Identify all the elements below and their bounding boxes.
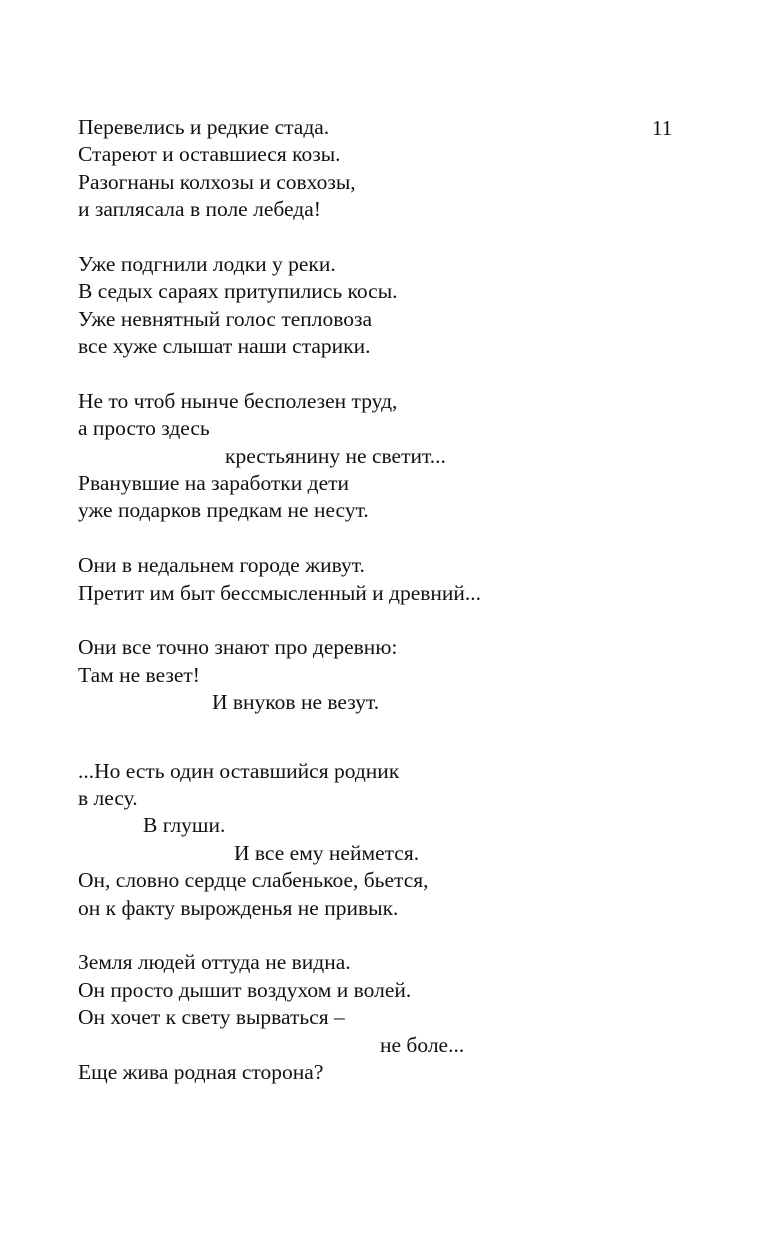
poem-line: Разогнаны колхозы и совхозы, — [78, 169, 356, 194]
poem-line: Уже невнятный голос тепловоза — [78, 306, 373, 331]
poem-line-indented: не боле... — [380, 1032, 465, 1057]
poem-line: и заплясала в поле лебеда! — [78, 197, 321, 222]
poem-line: Перевелись и редкие стада. — [78, 115, 330, 139]
stanza-6 — [78, 758, 718, 922]
poem-line: В седых сараях притупились косы. — [78, 279, 398, 304]
page-number: 11 — [652, 116, 673, 140]
poem-line: Земля людей оттуда не видна. — [78, 950, 351, 975]
poem-line: Претит им быт бессмысленный и древний... — [78, 580, 482, 605]
poem-line: он к факту вырожденья не привык. — [78, 895, 399, 920]
poem-line: Они в недальнем городе живут. — [78, 553, 365, 578]
poem-line: Рванувшие на заработки дети — [78, 471, 350, 496]
poem-line: Они все точно знают про деревню: — [78, 635, 398, 660]
poem-line-indented: И все ему неймется. — [234, 840, 420, 865]
stanza-3 — [78, 388, 718, 525]
poem-line: Он хочет к свету вырваться – — [78, 1005, 345, 1030]
stanza-4 — [78, 552, 718, 607]
poem-line: все хуже слышат наши старики. — [78, 334, 371, 359]
poem-line: Стареют и оставшиеся козы. — [78, 142, 341, 167]
poem-line: Он, словно сердце слабенькое, бьется, — [78, 868, 429, 893]
poem-line: ...Но есть один оставшийся родник — [78, 758, 400, 783]
poem-line: Он просто дышит воздухом и волей. — [78, 977, 412, 1002]
stanza-2 — [78, 251, 718, 361]
poem — [78, 114, 718, 1086]
poem-line-indented: В глуши. — [143, 813, 226, 838]
poem-line-indented: И внуков не везут. — [212, 690, 380, 715]
poem-line: Там не везет! — [78, 662, 200, 687]
stanza-5 — [78, 634, 718, 716]
poem-line-indented: крестьянину не светит... — [225, 443, 446, 468]
poem-line: а просто здесь — [78, 416, 210, 441]
poem-line: Уже подгнили лодки у реки. — [78, 251, 336, 276]
stanza-7 — [78, 949, 718, 1086]
stanza-1 — [78, 114, 718, 224]
poem-line: уже подарков предкам не несут. — [78, 498, 369, 523]
poem-line: Еще жива родная сторона? — [78, 1059, 324, 1084]
poem-line: в лесу. — [78, 785, 138, 810]
poem-line: Не то чтоб нынче бесполезен труд, — [78, 388, 398, 413]
